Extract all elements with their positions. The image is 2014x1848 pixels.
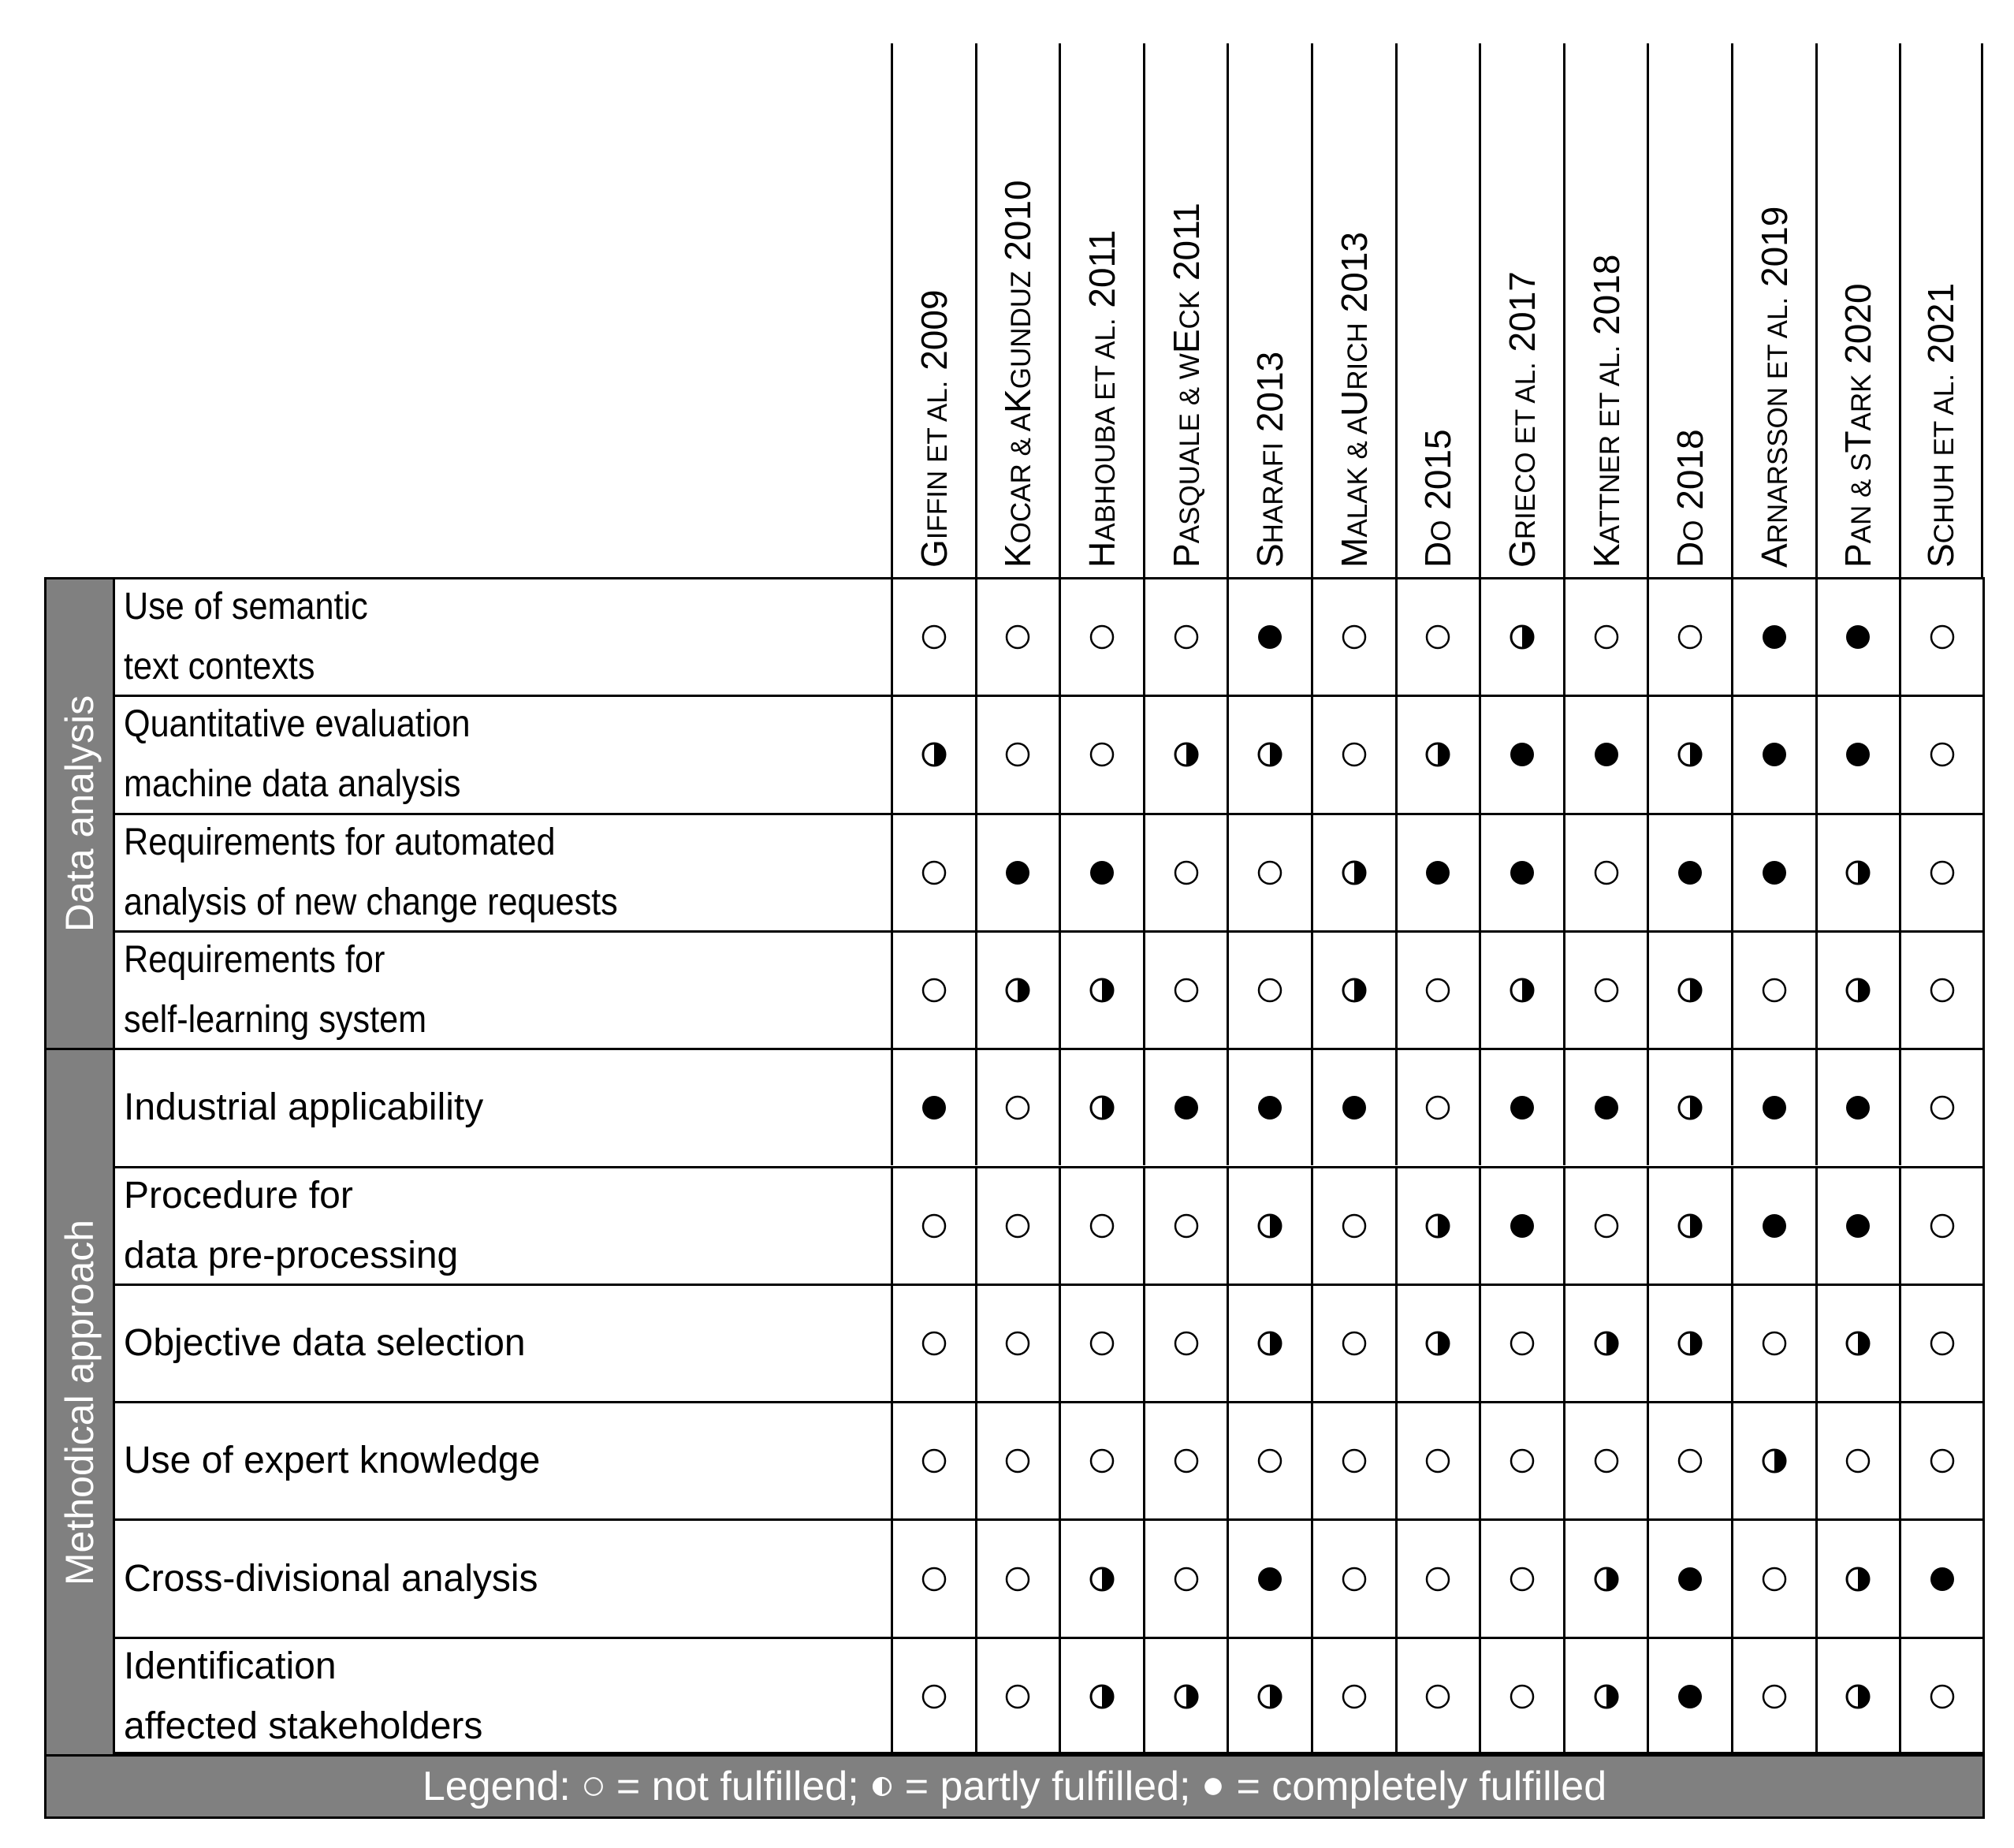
criterion-label-line: data pre-processing <box>124 1234 459 1276</box>
column-header-label <box>1501 271 1543 568</box>
legend-bar <box>44 1754 1985 1819</box>
author-name-part: D <box>1417 541 1459 568</box>
publication-year: 2013 <box>1249 351 1291 442</box>
column-header <box>1395 43 1480 577</box>
author-name-part: K <box>997 389 1039 413</box>
criterion-label-line: Industrial applicability <box>124 1086 484 1129</box>
table-body-frame <box>113 577 1985 1754</box>
author-name-part: P <box>1165 543 1207 568</box>
criterion-label-line: Quantitative evaluation <box>124 703 471 746</box>
author-name-part: CHUH ET AL. <box>1929 374 1960 544</box>
author-name-part: ATTNER ET AL. <box>1594 345 1625 544</box>
column-header <box>1311 43 1395 577</box>
criterion-label-line: Procedure for <box>124 1174 353 1216</box>
half-circle-icon <box>870 1775 894 1798</box>
publication-year: 2011 <box>1081 229 1122 319</box>
author-name-part: HARAFI <box>1258 442 1290 544</box>
publication-year: 2018 <box>1585 254 1627 345</box>
column-header-label <box>913 289 955 568</box>
column-header-label <box>1920 282 1962 568</box>
author-name-part: ABHOUBA ET AL. <box>1089 318 1121 542</box>
author-name-part: G <box>1501 539 1543 568</box>
author-name-part: IFFIN ET AL. <box>921 380 953 540</box>
author-name-part: M <box>1333 537 1375 568</box>
author-name-part: T <box>1837 430 1879 453</box>
criterion-label-line: Cross-divisional analysis <box>124 1557 538 1600</box>
column-header <box>1227 43 1311 577</box>
author-name-part: RNARSSON ET AL. <box>1762 296 1793 544</box>
publication-year: 2010 <box>997 180 1039 271</box>
publication-year: 2020 <box>1837 283 1879 374</box>
criterion-label-line: text contexts <box>124 646 315 688</box>
column-header <box>1647 43 1731 577</box>
column-header-label <box>1417 429 1459 568</box>
column-header-label <box>1837 283 1879 568</box>
publication-year: 2017 <box>1501 271 1543 363</box>
author-name-part: H <box>1081 541 1122 568</box>
author-name-part: ASQUALE & W <box>1174 353 1205 544</box>
column-header-label <box>1333 232 1375 568</box>
author-name-part: O <box>1426 520 1457 542</box>
criterion-label-line: Objective data selection <box>124 1321 526 1364</box>
category-label: Methodical approach <box>58 1219 102 1585</box>
legend-prefix: Legend: <box>422 1764 571 1809</box>
column-header <box>1143 43 1227 577</box>
author-name-part: A <box>1753 543 1795 568</box>
category-label: Data analysis <box>58 695 102 933</box>
author-name-part: OCAR & A <box>1006 412 1037 544</box>
author-name-part: ALAK & A <box>1342 415 1373 538</box>
publication-year: 2015 <box>1417 429 1459 520</box>
criterion-label-line: Requirements for automated <box>124 821 556 863</box>
column-header-label <box>1670 429 1711 568</box>
criterion-label-line: Identification <box>124 1645 337 1687</box>
author-name-part: S <box>1249 543 1291 568</box>
author-name-part: RICH <box>1342 322 1373 390</box>
column-header <box>975 43 1059 577</box>
criterion-label-line: Use of expert knowledge <box>124 1440 541 1482</box>
publication-year: 2021 <box>1920 282 1962 374</box>
publication-year: 2019 <box>1753 206 1795 297</box>
author-name-part: CK <box>1174 290 1205 330</box>
author-name-part: P <box>1837 543 1879 568</box>
author-name-part: O <box>1678 520 1710 542</box>
column-header <box>1059 43 1143 577</box>
criterion-label-line: Requirements for <box>124 939 385 982</box>
legend-item-text: = completely fulfilled <box>1236 1764 1607 1809</box>
column-header-label <box>1081 229 1122 568</box>
column-header-label <box>1165 203 1207 568</box>
column-header <box>891 43 975 577</box>
publication-year: 2013 <box>1333 232 1375 323</box>
column-header-label <box>1585 254 1627 568</box>
column-header <box>1731 43 1815 577</box>
column-header-label <box>1249 351 1291 568</box>
publication-year: 2011 <box>1165 203 1207 291</box>
author-name-part: S <box>1920 543 1962 568</box>
column-header <box>1563 43 1647 577</box>
filled-circle-icon <box>1201 1775 1225 1798</box>
publication-year: 2009 <box>913 289 955 381</box>
author-name-part: K <box>997 543 1039 568</box>
criterion-label-line: Use of semantic <box>124 586 368 628</box>
author-name-part: GUNDUZ <box>1006 270 1037 389</box>
category-label-cell <box>44 1048 115 1757</box>
legend-item-text: = partly fulfilled; <box>904 1764 1191 1809</box>
author-name-part: G <box>913 539 955 568</box>
criterion-label-line: machine data analysis <box>124 763 461 806</box>
category-label-cell <box>44 577 115 1050</box>
author-name-part: U <box>1333 389 1375 416</box>
column-header-label <box>1753 206 1795 568</box>
criterion-label-line: self-learning system <box>124 999 427 1041</box>
author-name-part: ARK <box>1846 374 1878 431</box>
author-name-part: D <box>1670 541 1711 568</box>
column-header-label <box>997 180 1039 568</box>
empty-circle-icon <box>582 1775 605 1798</box>
column-header <box>1815 43 1900 577</box>
column-header <box>1899 43 1983 577</box>
criterion-label-line: affected stakeholders <box>124 1705 483 1747</box>
author-name-part: E <box>1165 329 1207 354</box>
author-name-part: AN & S <box>1846 453 1878 544</box>
criterion-label-line: analysis of new change requests <box>124 881 618 923</box>
author-name-part: K <box>1585 543 1627 568</box>
author-name-part: RIECO ET AL. <box>1510 362 1541 540</box>
publication-year: 2018 <box>1670 429 1711 520</box>
column-header <box>1479 43 1563 577</box>
legend-item-text: = not fulfilled; <box>616 1764 859 1809</box>
